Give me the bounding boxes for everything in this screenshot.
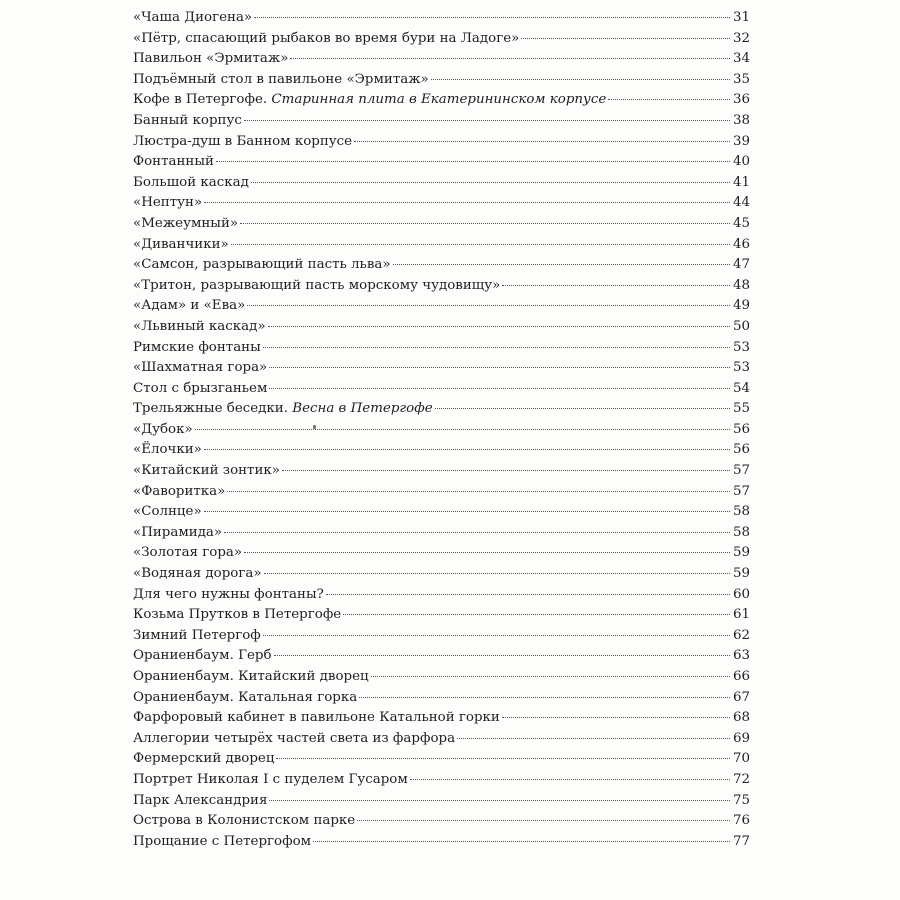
- page-number: 69: [732, 730, 750, 746]
- page-number: 66: [732, 669, 750, 684]
- entry-title: [133, 669, 369, 684]
- entry-title: [133, 793, 267, 808]
- toc-entry: [133, 319, 750, 340]
- toc-entry: [133, 92, 750, 113]
- entry-title: [133, 751, 274, 766]
- entry-title: [133, 731, 455, 746]
- page-number: 72: [732, 771, 750, 787]
- entry-title-text: Ораниенбаум. Герб: [133, 648, 272, 664]
- toc-entry: [133, 422, 750, 443]
- entry-title: [133, 72, 429, 87]
- entry-title-text: «Шахматная гора»: [133, 360, 268, 376]
- dot-leader: [608, 99, 730, 100]
- entry-title: [133, 545, 242, 560]
- toc-entry: [133, 793, 750, 814]
- toc-entry: [133, 607, 750, 628]
- entry-title-text: «Золотая гора»: [133, 545, 243, 561]
- entry-title-text: Парк Александрия: [133, 792, 268, 808]
- page-number: 55: [732, 401, 750, 417]
- toc-entry: [133, 237, 750, 258]
- toc-entry: [133, 669, 750, 690]
- page-number: 49: [732, 298, 750, 314]
- entry-title-text: Павильон «Эрмитаж»: [133, 51, 289, 67]
- dot-leader: [502, 717, 730, 718]
- entry-title-text: «Дубок»: [133, 421, 193, 437]
- toc-entry: [133, 278, 750, 299]
- entry-title-text: Портрет Николая I с пуделем Гусаром: [133, 771, 408, 787]
- dot-leader: [263, 635, 730, 636]
- entry-title-text: Подъёмный стол в павильоне «Эрмитаж»: [133, 71, 429, 87]
- toc-entry: [133, 401, 750, 422]
- entry-title: [133, 216, 238, 231]
- entry-title-text: Зимний Петергоф: [133, 627, 261, 643]
- dot-leader: [313, 841, 730, 842]
- entry-title: [133, 113, 242, 128]
- entry-title-text: Козьма Прутков в Петергофе: [133, 607, 342, 623]
- page-number: 44: [732, 195, 750, 211]
- toc-entry: [133, 360, 750, 381]
- entry-title: [133, 381, 267, 396]
- toc-entry: [133, 31, 750, 52]
- page-number: 46: [732, 236, 750, 252]
- page-number: 34: [732, 51, 750, 67]
- dot-leader: [359, 697, 730, 698]
- entry-title: [133, 525, 222, 540]
- toc-entry: [133, 381, 750, 402]
- page-number: 58: [732, 504, 750, 520]
- page-number: 60: [732, 586, 750, 602]
- entry-title: [133, 92, 606, 107]
- entry-title: [133, 360, 267, 375]
- dot-leader: [247, 305, 730, 306]
- toc-entry: [133, 340, 750, 361]
- toc-entry: [133, 751, 750, 772]
- page-number: 61: [732, 607, 750, 623]
- page-number: 36: [732, 92, 750, 108]
- page-number: 40: [732, 154, 750, 170]
- entry-title-text: «Чаша Диогена»: [133, 10, 253, 25]
- entry-title-text: Фермерский дворец: [133, 751, 275, 767]
- page-number: 39: [732, 133, 750, 149]
- dot-leader: [357, 820, 730, 821]
- dot-leader: [195, 429, 730, 430]
- table-of-contents: [133, 10, 750, 854]
- toc-entry: [133, 72, 750, 93]
- entry-title: [133, 463, 280, 478]
- toc-entry: [133, 10, 750, 31]
- page-number: 35: [732, 71, 750, 87]
- dot-leader: [227, 491, 730, 492]
- toc-entry: [133, 484, 750, 505]
- entry-title-text: Фарфоровый кабинет в павильоне Катальной горки: [133, 710, 500, 726]
- dot-leader: [251, 182, 730, 183]
- entry-title-text: Ораниенбаум. Китайский дворец: [133, 669, 369, 684]
- entry-title-text: «Пирамида»: [133, 524, 223, 540]
- entry-title: [133, 690, 357, 705]
- entry-title-text: «Водяная дорога»: [133, 566, 262, 582]
- entry-title: [133, 401, 433, 416]
- entry-title: [133, 628, 261, 643]
- entry-title: [133, 587, 324, 602]
- dot-leader: [326, 594, 730, 595]
- toc-entry: [133, 298, 750, 319]
- entry-title-text: Фонтанный: [133, 154, 214, 170]
- dot-leader: [269, 800, 730, 801]
- entry-title-text: «Нептун»: [133, 195, 203, 211]
- dot-leader: [354, 141, 730, 142]
- entry-title: [133, 710, 500, 725]
- page-number: 48: [732, 277, 750, 293]
- page-number: 77: [732, 833, 750, 849]
- entry-title-text: Люстра-душ в Банном корпусе: [133, 133, 353, 149]
- entry-title: [133, 648, 272, 663]
- toc-entry: [133, 690, 750, 711]
- page-number: 57: [732, 463, 750, 479]
- entry-title: [133, 298, 245, 313]
- entry-subtitle: Старинная плита в Екатерининском корпусе: [271, 92, 607, 108]
- page-number: 53: [732, 360, 750, 376]
- toc-entry: [133, 628, 750, 649]
- page-number: 68: [732, 710, 750, 726]
- entry-title: [133, 237, 229, 252]
- page-number: 56: [732, 421, 750, 437]
- dot-leader: [204, 511, 730, 512]
- dot-leader: [268, 326, 730, 327]
- dot-leader: [264, 573, 730, 574]
- entry-title: [133, 422, 193, 437]
- toc-entry: [133, 587, 750, 608]
- entry-title-text: Для чего нужны фонтаны?: [133, 586, 324, 602]
- entry-title: [133, 31, 519, 46]
- page-number: 76: [732, 813, 750, 829]
- toc-entry: [133, 134, 750, 155]
- toc-entry: [133, 545, 750, 566]
- toc-entry: [133, 257, 750, 278]
- page-number: 57: [732, 483, 750, 499]
- dot-leader: [204, 202, 730, 203]
- entry-title: [133, 257, 391, 272]
- page-number: 38: [732, 112, 750, 128]
- toc-entry: [133, 813, 750, 834]
- dot-leader: [216, 161, 730, 162]
- entry-title-text: «Самсон, разрывающий пасть льва»: [133, 257, 391, 273]
- entry-title: [133, 834, 311, 849]
- dot-leader: [240, 223, 730, 224]
- entry-title: [133, 154, 214, 169]
- entry-title: [133, 10, 252, 25]
- entry-title-text: «Солнце»: [133, 504, 202, 520]
- entry-title-text: «Ёлочки»: [133, 442, 202, 458]
- entry-subtitle: Весна в Петергофе: [292, 401, 433, 417]
- toc-entry: [133, 566, 750, 587]
- toc-entry: [133, 195, 750, 216]
- dot-leader: [204, 449, 730, 450]
- entry-title: [133, 175, 249, 190]
- entry-title: [133, 772, 408, 787]
- toc-entry: [133, 834, 750, 855]
- page-number: 45: [732, 215, 750, 231]
- toc-entry: [133, 710, 750, 731]
- toc-entry: [133, 504, 750, 525]
- entry-title-text: Ораниенбаум. Катальная горка: [133, 689, 358, 705]
- dot-leader: [410, 779, 730, 780]
- entry-title: [133, 51, 288, 66]
- page-number: 59: [732, 545, 750, 561]
- dot-leader: [457, 738, 730, 739]
- toc-entry: [133, 51, 750, 72]
- dot-leader: [431, 79, 730, 80]
- page-number: 59: [732, 566, 750, 582]
- dot-leader: [435, 408, 730, 409]
- entry-title: [133, 340, 261, 355]
- dot-leader: [254, 17, 730, 18]
- entry-title: [133, 484, 225, 499]
- entry-title-text: «Львиный каскад»: [133, 318, 266, 334]
- dot-leader: [244, 552, 730, 553]
- page-number: 47: [732, 257, 750, 273]
- dot-leader: [502, 285, 730, 286]
- toc-entry: [133, 216, 750, 237]
- entry-title-text: «Диванчики»: [133, 236, 229, 252]
- dot-leader: [274, 655, 730, 656]
- entry-title-text: Прощание с Петергофом: [133, 833, 312, 849]
- toc-entry: [133, 442, 750, 463]
- toc-entry: [133, 525, 750, 546]
- entry-title-text: Банный корпус: [133, 112, 242, 128]
- entry-title: [133, 813, 355, 828]
- dot-leader: [521, 38, 730, 39]
- entry-title: [133, 134, 352, 149]
- dot-leader: [371, 676, 730, 677]
- entry-title-text: «Тритон, разрывающий пасть морскому чудовищу»: [133, 277, 501, 293]
- dot-leader: [269, 388, 730, 389]
- entry-title-text: «Пётр, спасающий рыбаков во время бури на Ладоге»: [133, 30, 520, 46]
- dot-leader: [282, 470, 730, 471]
- page-number: 32: [732, 30, 750, 46]
- dot-leader: [231, 244, 730, 245]
- page-number: 75: [732, 792, 750, 808]
- entry-title-text: Трельяжные беседки.: [133, 401, 288, 417]
- toc-entry: [133, 113, 750, 134]
- page-number: 54: [732, 380, 750, 396]
- toc-entry: [133, 175, 750, 196]
- entry-title-text: Аллегории четырёх частей света из фарфора: [133, 730, 456, 746]
- page-number: 41: [732, 174, 750, 190]
- toc-entry: [133, 648, 750, 669]
- entry-title-text: «Фаворитка»: [133, 483, 226, 499]
- paper-speck: [313, 425, 316, 429]
- toc-entry: [133, 731, 750, 752]
- entry-title: [133, 607, 341, 622]
- dot-leader: [269, 367, 730, 368]
- entry-title: [133, 566, 262, 581]
- entry-title-text: Большой каскад: [133, 174, 249, 190]
- page-number: 70: [732, 751, 750, 767]
- entry-title: [133, 278, 500, 293]
- page-number: 50: [732, 318, 750, 334]
- toc-entry: [133, 154, 750, 175]
- entry-title-text: Кофе в Петергофе.: [133, 92, 268, 108]
- dot-leader: [393, 264, 730, 265]
- entry-title-text: «Китайский зонтик»: [133, 463, 280, 479]
- dot-leader: [224, 532, 730, 533]
- dot-leader: [244, 120, 730, 121]
- entry-title-text: Стол с брызганьем: [133, 380, 268, 396]
- entry-title-text: «Межеумный»: [133, 215, 239, 231]
- entry-title: [133, 442, 202, 457]
- dot-leader: [276, 758, 730, 759]
- dot-leader: [343, 614, 730, 615]
- toc-entry: [133, 772, 750, 793]
- entry-title-text: Римские фонтаны: [133, 339, 261, 355]
- page-number: 53: [732, 339, 750, 355]
- entry-title: [133, 319, 266, 334]
- page-number: 63: [732, 648, 750, 664]
- page-number: 67: [732, 689, 750, 705]
- page-number: 62: [732, 627, 750, 643]
- toc-entry: [133, 463, 750, 484]
- page-number: 31: [732, 10, 750, 25]
- dot-leader: [290, 58, 730, 59]
- page-number: 58: [732, 524, 750, 540]
- entry-title: [133, 504, 202, 519]
- dot-leader: [263, 347, 730, 348]
- entry-title-text: Острова в Колонистском парке: [133, 813, 356, 829]
- page-number: 56: [732, 442, 750, 458]
- entry-title-text: «Адам» и «Ева»: [133, 298, 246, 314]
- entry-title: [133, 195, 202, 210]
